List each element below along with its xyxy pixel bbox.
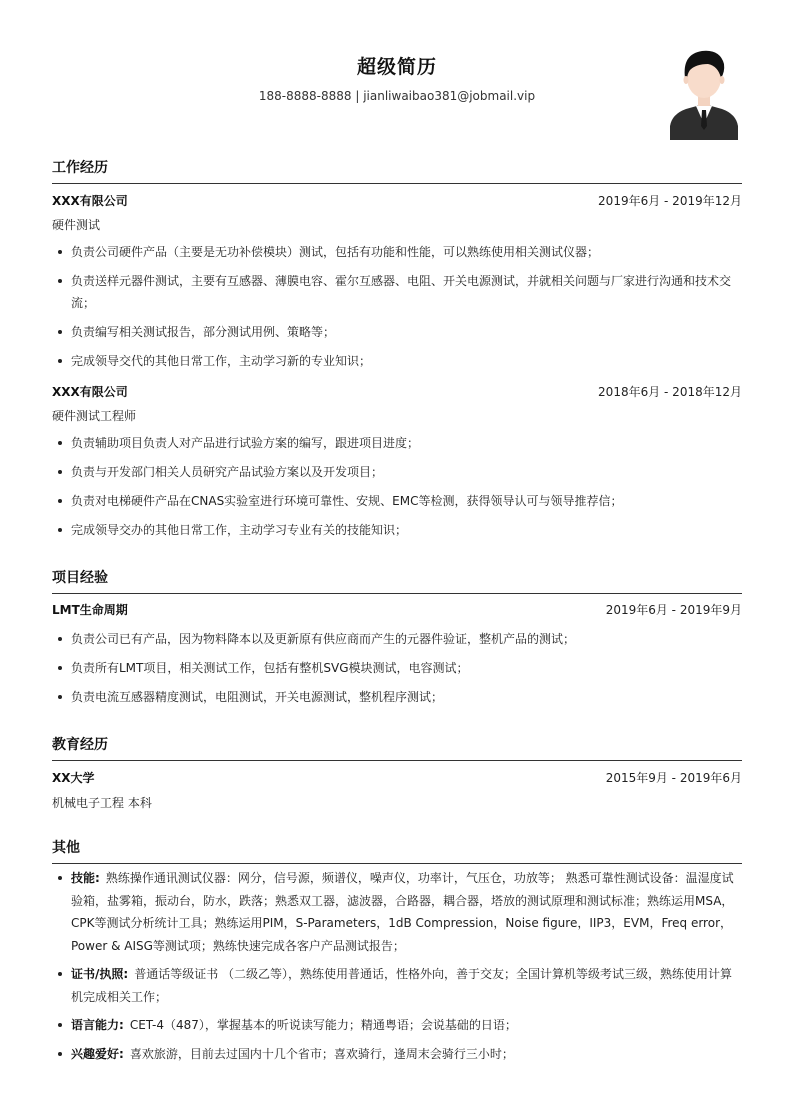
candidate-name: 超级简历 xyxy=(356,56,437,78)
education-date: 2015年9月 - 2019年6月 xyxy=(605,771,742,785)
other-item-text: 喜欢旅游，目前去过国内十几个省市；喜欢骑行，逢周末会骑行三小时； xyxy=(129,1046,514,1061)
list-item: 负责送样元器件测试，主要有互感器、薄膜电容、霍尔互感器、电阻、开关电源测试，并就相关问题与厂家进行沟通和技术交流； xyxy=(52,270,742,314)
work-item-2-role: 硬件测试工程师 xyxy=(52,409,137,423)
other-item-hobbies xyxy=(52,1043,742,1066)
list-item: 负责对电梯硬件产品在CNAS实验室进行环境可靠性、安规、EMC等检测，获得领导认可与领导推荐信； xyxy=(52,490,742,512)
other-item-text: 熟练操作通讯测试仪器：网分，信号源，频谱仪，噪声仪，功率计，气压仓，功放等； 熟悉可靠性测试设备：温湿度试验箱，盐雾箱，振动台，防水，跌落；熟悉双工器，滤波器，合路器，耦合器，塔放的测试原理和测试标准；熟练运用MSA，CPK等测试分析统计工具；熟练运用PIM，S-Parameters，1dB Compression，Noise figure，IIP3，EVM，Freq error，Power & AISG等测试项；熟练快速完成各客户产品测试报告； xyxy=(71,871,734,953)
other-item-text: 普通话等级证书 （二级乙等），熟练使用普通话，性格外向，善于交友；全国计算机等级考试三级，熟练使用计算机完成相关工作； xyxy=(71,967,733,1004)
list-item: 负责与开发部门相关人员研究产品试验方案以及开发项目； xyxy=(52,461,742,483)
project-name: LMT生命周期 xyxy=(52,603,128,617)
work-item-1-date: 2019年6月 - 2019年12月 xyxy=(598,194,742,208)
list-item: 负责辅助项目负责人对产品进行试验方案的编写，跟进项目进度； xyxy=(52,432,742,454)
work-item-1-bullets xyxy=(52,241,742,372)
list-item: 负责电流互感器精度测试，电阻测试，开关电源测试，整机程序测试； xyxy=(52,686,742,708)
other-item-text: CET-4（487），掌握基本的听说读写能力；精通粤语；会说基础的日语； xyxy=(129,1018,517,1032)
education-school: XX大学 xyxy=(52,771,95,785)
list-item: 负责公司硬件产品（主要是无功补偿模块）测试，包括有功能和性能，可以熟练使用相关测试仪器； xyxy=(52,241,742,263)
other-item-label: 语言能力: xyxy=(71,1018,124,1032)
section-title-work: 工作经历 xyxy=(52,157,742,184)
list-item: 负责公司已有产品，因为物料降本以及更新原有供应商而产生的元器件验证，整机产品的测试； xyxy=(52,628,742,650)
work-item-2-date: 2018年6月 - 2018年12月 xyxy=(598,385,742,399)
section-title-education: 教育经历 xyxy=(52,734,742,761)
resume-header xyxy=(52,52,742,144)
other-item-skills xyxy=(52,867,742,957)
project-bullets xyxy=(52,628,742,708)
list-item: 负责编写相关测试报告，部分测试用例、策略等； xyxy=(52,321,742,343)
list-item: 完成领导交办的其他日常工作，主动学习专业有关的技能知识； xyxy=(52,519,742,541)
work-item-1-company: XXX有限公司 xyxy=(52,194,128,208)
other-item-label: 兴趣爱好: xyxy=(71,1046,124,1061)
other-item-languages xyxy=(52,1014,742,1037)
other-item-label: 技能: xyxy=(71,871,100,885)
work-item-2-bullets xyxy=(52,432,742,541)
list-item: 完成领导交代的其他日常工作，主动学习新的专业知识； xyxy=(52,350,742,372)
section-title-other: 其他 xyxy=(52,837,742,864)
other-item-label: 证书/执照: xyxy=(71,967,129,981)
contact-info: 188-8888-8888 | jianliwaibao381@jobmail.vip xyxy=(258,89,536,103)
other-item-certificates xyxy=(52,963,742,1008)
work-item-1-role: 硬件测试 xyxy=(52,218,101,232)
avatar-photo xyxy=(668,48,740,140)
education-major: 机械电子工程 本科 xyxy=(52,796,152,810)
other-list xyxy=(52,867,742,1065)
section-title-project: 项目经验 xyxy=(52,567,742,594)
work-item-2-company: XXX有限公司 xyxy=(52,385,128,399)
list-item: 负责所有LMT项目，相关测试工作，包括有整机SVG模块测试，电容测试； xyxy=(52,657,742,679)
project-date: 2019年6月 - 2019年9月 xyxy=(605,603,742,617)
